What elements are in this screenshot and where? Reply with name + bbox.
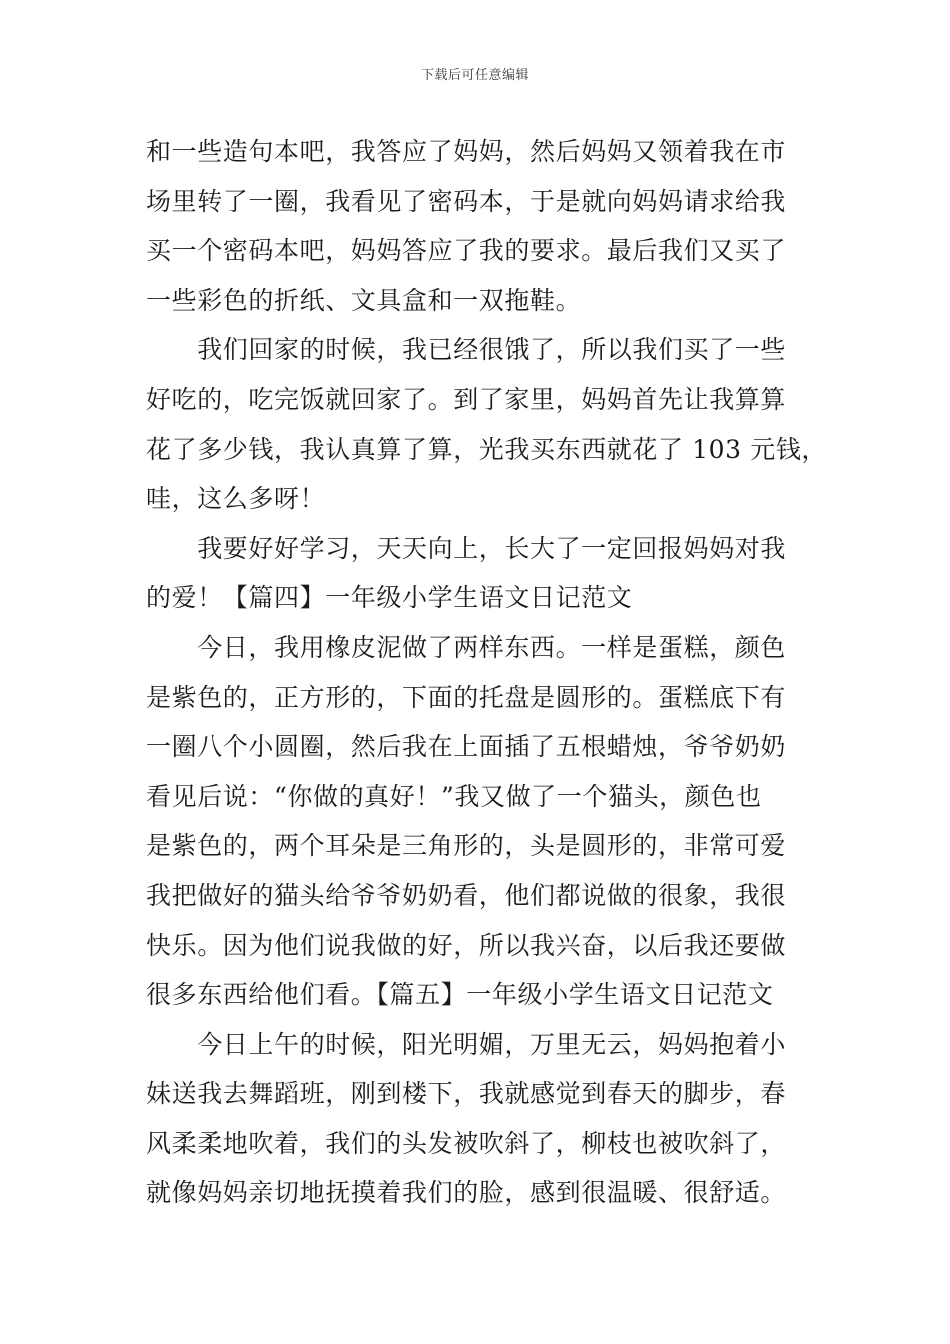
text-line: 花了多少钱，我认真算了算，光我买东西就花了 103 元钱， — [146, 434, 828, 464]
text-line: 就像妈妈亲切地抚摸着我们的脸，感到很温暖、很舒适。 — [146, 1178, 787, 1208]
text-line: 一圈八个小圆圈，然后我在上面插了五根蜡烛，爷爷奶奶 — [146, 732, 787, 762]
text-line: 的爱！【篇四】一年级小学生语文日记范文 — [146, 583, 633, 613]
text-line: 买一个密码本吧，妈妈答应了我的要求。最后我们又买了 — [146, 236, 787, 266]
text-line: 一些彩色的折纸、文具盒和一双拖鞋。 — [146, 285, 582, 315]
text-line: 我要好好学习，天天向上，长大了一定回报妈妈对我 — [146, 533, 787, 563]
text-line: 我把做好的猫头给爷爷奶奶看，他们都说做的很象，我很 — [146, 880, 787, 910]
document-body — [146, 127, 828, 1218]
text-line: 很多东西给他们看。【篇五】一年级小学生语文日记范文 — [146, 980, 774, 1010]
text-line: 妹送我去舞蹈班，刚到楼下，我就感觉到春天的脚步，春 — [146, 1079, 787, 1109]
text-line: 风柔柔地吹着，我们的头发被吹斜了，柳枝也被吹斜了， — [146, 1128, 787, 1158]
page-header: 下载后可任意编辑 — [420, 68, 529, 83]
text-line: 是紫色的，正方形的，下面的托盘是圆形的。蛋糕底下有 — [146, 682, 787, 712]
text-line: 好吃的，吃完饭就回家了。到了家里，妈妈首先让我算算 — [146, 384, 787, 414]
text-line: 我们回家的时候，我已经很饿了，所以我们买了一些 — [146, 335, 787, 365]
text-line: 今日，我用橡皮泥做了两样东西。一样是蛋糕，颜色 — [146, 632, 787, 662]
text-line: 是紫色的，两个耳朵是三角形的，头是圆形的，非常可爱 — [146, 831, 787, 861]
text-line: 今日上午的时候，阳光明媚，万里无云，妈妈抱着小 — [146, 1029, 787, 1059]
text-line: 和一些造句本吧，我答应了妈妈，然后妈妈又领着我在市 — [146, 137, 787, 166]
text-line: 场里转了一圈，我看见了密码本，于是就向妈妈请求给我 — [146, 186, 787, 216]
text-line: 哇，这么多呀！ — [146, 484, 326, 514]
text-line: 快乐。因为他们说我做的好，所以我兴奋，以后我还要做 — [146, 930, 787, 960]
text-line: 看见后说：“你做的真好！”我又做了一个猫头，颜色也 — [146, 781, 762, 811]
